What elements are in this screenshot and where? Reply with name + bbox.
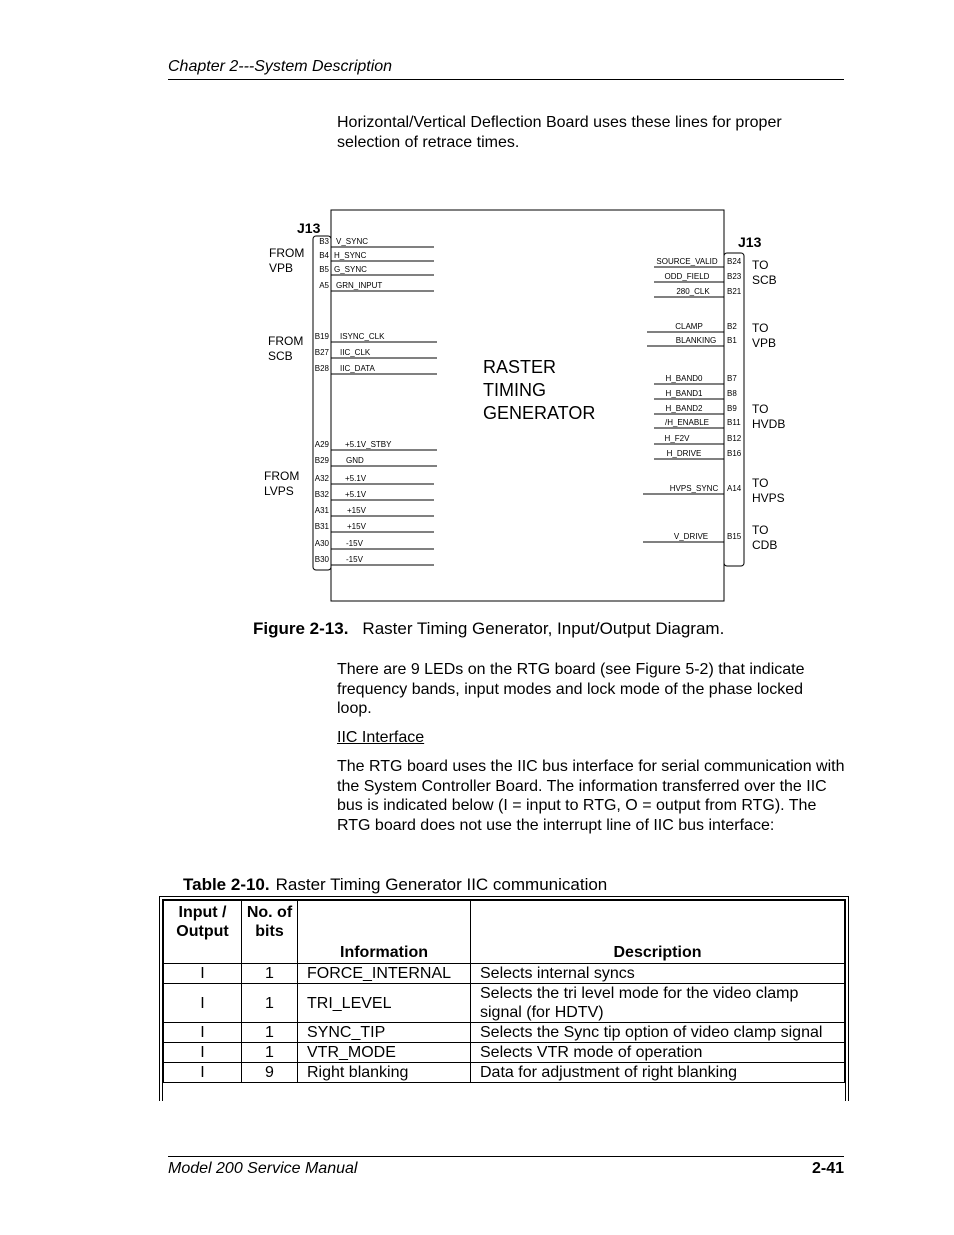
block-title-line-2: TIMING bbox=[483, 380, 546, 400]
right-pin-number: B9 bbox=[727, 404, 737, 413]
right-signal-label: H_DRIVE bbox=[666, 449, 702, 458]
right-pin-number: B2 bbox=[727, 322, 737, 331]
cell-desc: Selects internal syncs bbox=[471, 964, 845, 984]
left-pin-number: A32 bbox=[314, 474, 329, 483]
group-to-vpb-1: TO bbox=[752, 321, 769, 335]
left-signal-label: GRN_INPUT bbox=[336, 281, 383, 290]
right-connector-label: J13 bbox=[738, 234, 762, 250]
right-signal-label: SOURCE_VALID bbox=[656, 257, 718, 266]
cell-bits: 9 bbox=[242, 1063, 298, 1083]
table-row bbox=[164, 1043, 845, 1063]
cell-bits: 1 bbox=[242, 1023, 298, 1043]
cell-info: TRI_LEVEL bbox=[298, 984, 471, 1023]
chapter-title: Chapter 2---System Description bbox=[168, 58, 393, 75]
figure-caption bbox=[253, 618, 813, 640]
left-pin-number: A5 bbox=[319, 281, 329, 290]
left-pin-number: B27 bbox=[314, 348, 329, 357]
table-caption bbox=[183, 874, 783, 896]
iic-paragraph: The RTG board uses the IIC bus interface for serial communication with the System Controller Board. The information transferred over the IIC bus is indicated below (I = input to RTG, O = output from RTG). The RTG board does not use the interrupt line of IIC bus interface: bbox=[337, 758, 845, 834]
left-signal-label: GND bbox=[346, 456, 364, 465]
right-signal-label: ODD_FIELD bbox=[664, 272, 710, 281]
table-label: Table 2-10. bbox=[183, 875, 270, 894]
left-signal-label: -15V bbox=[346, 555, 363, 564]
left-pin-number: A31 bbox=[314, 506, 329, 515]
left-pin-number: B29 bbox=[314, 456, 329, 465]
cell-io: I bbox=[164, 1023, 242, 1043]
left-signal-label: V_SYNC bbox=[336, 237, 369, 246]
iic-heading: IIC Interface bbox=[337, 729, 425, 746]
block-title-line-1: RASTER bbox=[483, 357, 557, 377]
right-signal-label: /H_ENABLE bbox=[664, 418, 710, 427]
right-signal-label: H_BAND1 bbox=[665, 389, 703, 398]
group-to-cdb-1: TO bbox=[752, 523, 769, 537]
group-to-hvps-2: HVPS bbox=[752, 491, 785, 505]
group-from-scb-1: FROM bbox=[268, 334, 304, 348]
group-from-lvps-2: LVPS bbox=[264, 484, 294, 498]
header-info: Information bbox=[298, 901, 471, 964]
right-pin-number: B24 bbox=[727, 257, 742, 266]
cell-bits: 1 bbox=[242, 1043, 298, 1063]
left-pin-number: B31 bbox=[314, 522, 329, 531]
left-pin-number: A29 bbox=[314, 440, 329, 449]
left-signal-label: +15V bbox=[347, 522, 366, 531]
left-signal-label: +5.1V_STBY bbox=[345, 440, 392, 449]
group-to-vpb-2: VPB bbox=[752, 336, 777, 350]
left-signal-label: IIC_DATA bbox=[340, 364, 375, 373]
table-row bbox=[164, 964, 845, 984]
left-signal-label: -15V bbox=[346, 539, 363, 548]
right-pin-number: B7 bbox=[727, 374, 737, 383]
cell-desc: Data for adjustment of right blanking bbox=[471, 1063, 845, 1083]
block-title-line-3: GENERATOR bbox=[483, 403, 596, 423]
group-from-vpb-1: FROM bbox=[269, 246, 305, 260]
left-pin-number: B3 bbox=[319, 237, 329, 246]
iic-table-container bbox=[159, 896, 849, 1101]
right-signal-label: V_DRIVE bbox=[673, 532, 709, 541]
left-signal-label: IIC_CLK bbox=[340, 348, 371, 357]
left-signal-label: H_SYNC bbox=[334, 251, 367, 260]
cell-bits: 1 bbox=[242, 964, 298, 984]
group-from-lvps-1: FROM bbox=[264, 469, 300, 483]
left-pin-number: B5 bbox=[319, 265, 329, 274]
left-pin-number: B19 bbox=[314, 332, 329, 341]
right-signal-label: BLANKING bbox=[675, 336, 717, 345]
right-signal-label: 280_CLK bbox=[676, 287, 710, 296]
table-row bbox=[164, 1063, 845, 1083]
figure-caption-text: Raster Timing Generator, Input/Output Diagram. bbox=[362, 619, 725, 638]
header-io: Input / Output bbox=[164, 901, 242, 964]
left-signal-label: ISYNC_CLK bbox=[340, 332, 385, 341]
cell-io: I bbox=[164, 1043, 242, 1063]
group-from-scb-2: SCB bbox=[268, 349, 293, 363]
cell-desc: Selects VTR mode of operation bbox=[471, 1043, 845, 1063]
left-pin-number: B28 bbox=[314, 364, 329, 373]
cell-io: I bbox=[164, 1063, 242, 1083]
table-header-row bbox=[164, 901, 845, 964]
left-signal-label: +15V bbox=[347, 506, 366, 515]
group-to-hvdb-1: TO bbox=[752, 402, 769, 416]
left-pin-number: B32 bbox=[314, 490, 329, 499]
group-to-hvdb-2: HVDB bbox=[752, 417, 786, 431]
table-row bbox=[164, 1023, 845, 1043]
right-pin-number: B23 bbox=[727, 272, 742, 281]
cell-io: I bbox=[164, 964, 242, 984]
right-signal-label: CLAMP bbox=[675, 322, 703, 331]
right-signal-label: H_BAND0 bbox=[665, 374, 703, 383]
left-signal-label: +5.1V bbox=[345, 490, 367, 499]
right-pin-number: A14 bbox=[727, 484, 742, 493]
table-body bbox=[164, 964, 845, 1083]
table-caption-text: Raster Timing Generator IIC communication bbox=[275, 875, 608, 894]
iic-table bbox=[163, 900, 845, 1083]
cell-info: SYNC_TIP bbox=[298, 1023, 471, 1043]
header-bits: No. of bits bbox=[242, 901, 298, 964]
group-to-scb-1: TO bbox=[752, 258, 769, 272]
left-signal-label: +5.1V bbox=[345, 474, 367, 483]
right-pin-number: B1 bbox=[727, 336, 737, 345]
leds-paragraph: There are 9 LEDs on the RTG board (see Figure 5-2) that indicate frequency bands, input modes and lock mode of the phase locked loop. bbox=[337, 661, 805, 717]
right-pin-number: B21 bbox=[727, 287, 742, 296]
left-pin-list bbox=[315, 237, 437, 565]
right-pin-number: B16 bbox=[727, 449, 742, 458]
right-pin-list bbox=[643, 257, 742, 542]
header-desc: Description bbox=[471, 901, 845, 964]
right-pin-number: B12 bbox=[727, 434, 742, 443]
group-to-scb-2: SCB bbox=[752, 273, 777, 287]
cell-info: FORCE_INTERNAL bbox=[298, 964, 471, 984]
right-pin-number: B15 bbox=[727, 532, 742, 541]
left-signal-label: G_SYNC bbox=[334, 265, 367, 274]
figure-label: Figure 2-13. bbox=[253, 619, 349, 638]
right-signal-label: H_F2V bbox=[664, 434, 690, 443]
cell-desc: Selects the tri level mode for the video clamp signal (for HDTV) bbox=[471, 984, 845, 1023]
right-pin-number: B11 bbox=[727, 418, 741, 427]
cell-desc: Selects the Sync tip option of video clamp signal bbox=[471, 1023, 845, 1043]
page-number: 2-41 bbox=[811, 1160, 844, 1177]
cell-bits: 1 bbox=[242, 984, 298, 1023]
running-footer bbox=[168, 1156, 844, 1179]
left-pin-number: B4 bbox=[319, 251, 329, 260]
table-row bbox=[164, 984, 845, 1023]
intro-paragraph: Horizontal/Vertical Deflection Board uses these lines for proper selection of retrace times. bbox=[337, 114, 782, 151]
group-from-vpb-2: VPB bbox=[269, 261, 294, 275]
right-signal-label: HVPS_SYNC bbox=[669, 484, 719, 493]
manual-title: Model 200 Service Manual bbox=[168, 1160, 358, 1177]
left-pin-number: B30 bbox=[314, 555, 329, 564]
left-connector-label: J13 bbox=[297, 220, 321, 236]
left-pin-number: A30 bbox=[314, 539, 329, 548]
cell-info: Right blanking bbox=[298, 1063, 471, 1083]
right-signal-label: H_BAND2 bbox=[665, 404, 703, 413]
cell-info: VTR_MODE bbox=[298, 1043, 471, 1063]
group-to-hvps-1: TO bbox=[752, 476, 769, 490]
cell-io: I bbox=[164, 984, 242, 1023]
right-pin-number: B8 bbox=[727, 389, 737, 398]
group-to-cdb-2: CDB bbox=[752, 538, 778, 552]
